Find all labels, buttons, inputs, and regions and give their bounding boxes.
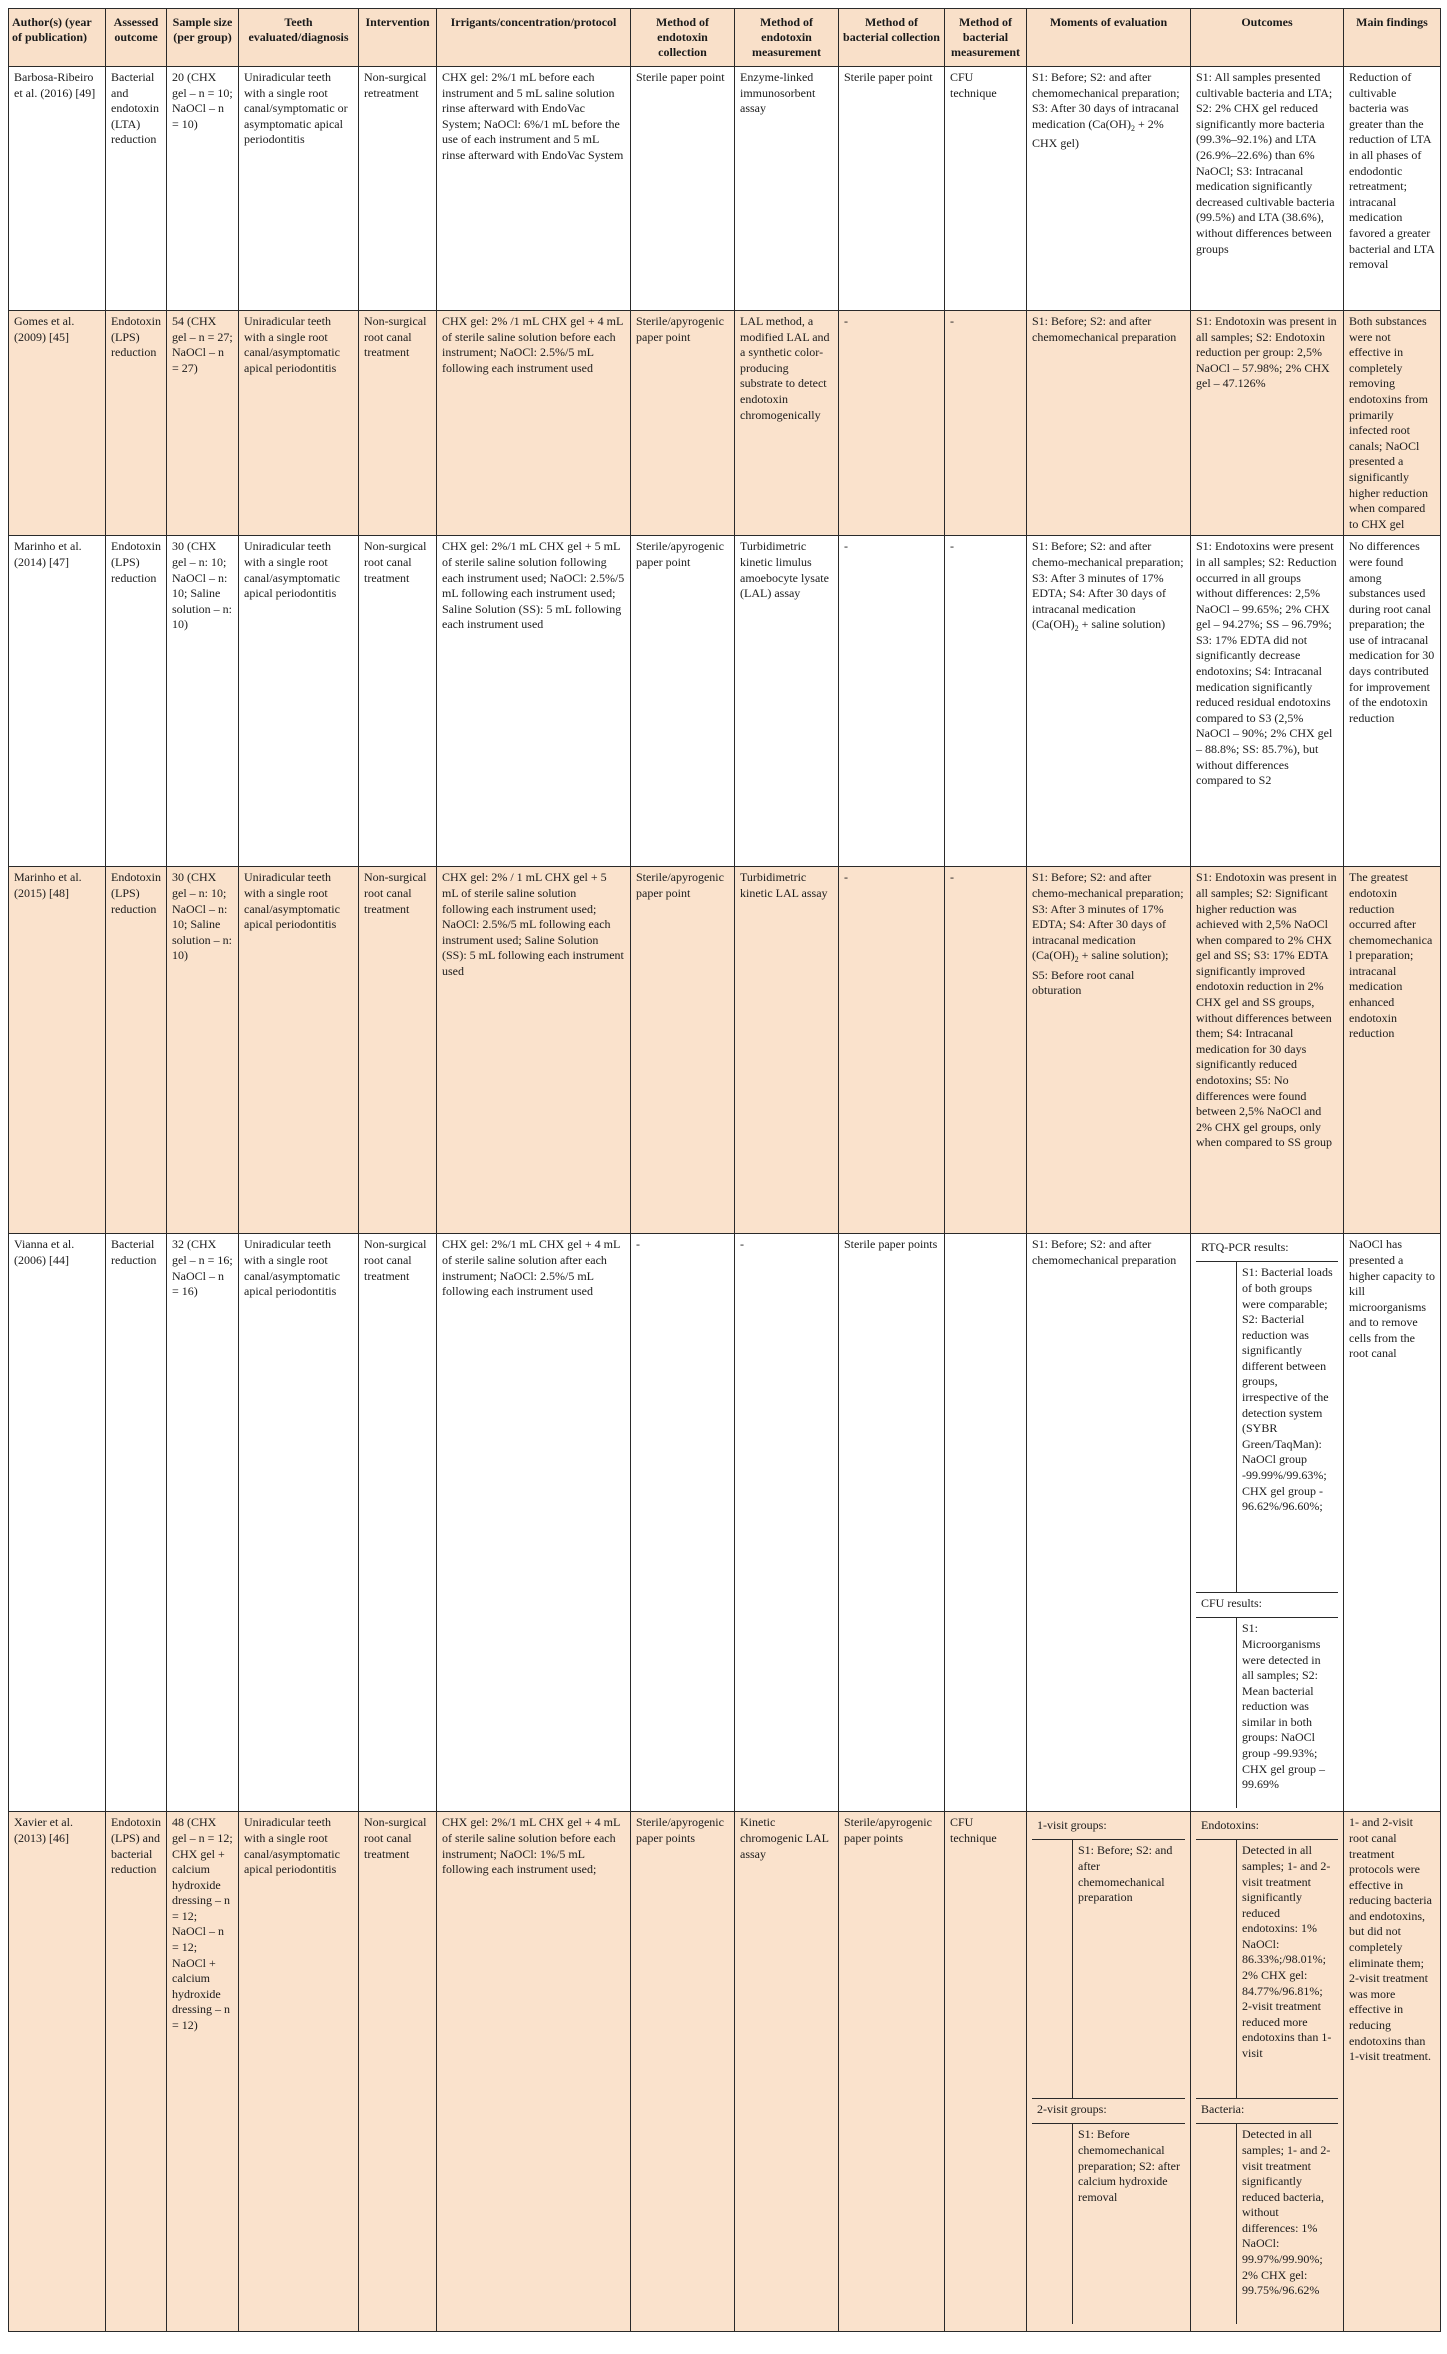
outcome-block-label: Endotoxins: — [1196, 1815, 1338, 1840]
cell-bacterial-collection: Sterile paper point — [839, 67, 945, 311]
cell-outcomes — [1191, 1812, 1344, 2332]
cell-moments: S1: Before; S2: and after chemomechanical preparation — [1027, 311, 1191, 536]
table-row — [9, 1234, 1441, 1812]
cell-intervention: Non-surgical root canal treatment — [359, 1234, 437, 1812]
cell-endotoxin-measurement: - — [735, 1234, 839, 1812]
cell-author: Barbosa-Ribeiro et al. (2016) [49] — [9, 67, 106, 311]
header-sample: Sample size (per group) — [167, 9, 239, 67]
header-bacterial-measurement: Method of bacterial measurement — [945, 9, 1027, 67]
indent-spacer — [1196, 1618, 1237, 1808]
cell-bacterial-measurement: CFU technique — [945, 1812, 1027, 2332]
header-author: Author(s) (year of publication) — [9, 9, 106, 67]
cell-author: Gomes et al. (2009) [45] — [9, 311, 106, 536]
cell-irrigants: CHX gel: 2%/1 mL CHX gel + 5 mL of sterile saline solution following each instrument used; NaOCl: 2.5%/5 mL following each instrument used; Saline Solution (SS): 5 mL following each instrument used — [437, 536, 631, 867]
moments-subscript: 2 — [1074, 955, 1079, 965]
outcome-block-text: Detected in all samples; 1- and 2-visit treatment significantly reduced bacteria, without differences: 1% NaOCl: 99.97%/99.90%; 2% CHX gel: 99.75%/96.62% — [1242, 2127, 1331, 2298]
cell-moments — [1027, 536, 1191, 867]
cell-intervention: Non-surgical root canal treatment — [359, 1812, 437, 2332]
indent-spacer — [1032, 1840, 1073, 2098]
cell-intervention: Non-surgical retreatment — [359, 67, 437, 311]
cell-bacterial-measurement: CFU technique — [945, 67, 1027, 311]
cell-irrigants: CHX gel: 2% / 1 mL CHX gel + 5 mL of sterile saline solution following each instrument used; NaOCl: 2.5%/5 mL following each instrument used; Saline Solution (SS): 5 mL following each instrument used — [437, 867, 631, 1234]
moments-block-2-visit — [1032, 2099, 1185, 2324]
moments-block-row — [1032, 1840, 1185, 2098]
outcome-block-row — [1196, 1840, 1338, 2098]
table-header-row — [9, 9, 1441, 67]
cell-outcome: Endotoxin (LPS) and bacterial reduction — [106, 1812, 167, 2332]
cell-endotoxin-collection: - — [631, 1234, 735, 1812]
cell-moments: S1: Before; S2: and after chemomechanical preparation — [1027, 1234, 1191, 1812]
outcome-block-row — [1196, 2124, 1338, 2324]
cell-moments — [1027, 1812, 1191, 2332]
header-moments: Moments of evaluation — [1027, 9, 1191, 67]
cell-outcomes: S1: Endotoxin was present in all samples; S2: Significant higher reduction was achieved with 2,5% NaOCl when compared to 2% CHX gel and SS; S3: 17% EDTA significantly improved endotoxin reduction in 2% CHX gel and SS groups, without differences between them; S4: Intracanal medication for 30 days significantly reduced endotoxins; S5: No differences were found between 2,5% NaOCl and 2% CHX gel groups, only when compared to SS group — [1191, 867, 1344, 1234]
cell-bacterial-measurement: - — [945, 311, 1027, 536]
outcome-block-text: Detected in all samples; 1- and 2-visit treatment significantly reduced endotoxins: 1% NaOCl: 86.33%;/98.01%; 2% CHX gel: 84.77%/96.81%; 2-visit treatment reduced more endotoxins than 1-visit — [1242, 1843, 1332, 2061]
moments-text-a: S1: Before; S2: and after chemo-mechanical preparation; S3: After 3 minutes of 17% EDTA; S4: After 30 days of intracanal medication (Ca(OH) — [1032, 539, 1184, 632]
cell-moments — [1027, 67, 1191, 311]
moments-block-1-visit — [1032, 1815, 1185, 2099]
cell-sample: 54 (CHX gel – n = 27; NaOCl – n = 27) — [167, 311, 239, 536]
cell-teeth: Uniradicular teeth with a single root canal/asymptomatic apical periodontitis — [239, 1234, 359, 1812]
outcome-block-row — [1196, 1262, 1338, 1592]
cell-bacterial-collection: - — [839, 536, 945, 867]
moments-text-a: S1: Before; S2: and after chemo-mechanical preparation; S3: After 3 minutes of 17% EDTA; S4: After 30 days of intracanal medication (Ca(OH) — [1032, 870, 1184, 963]
indent-spacer — [1196, 1262, 1237, 1592]
header-teeth: Teeth evaluated/diagnosis — [239, 9, 359, 67]
cell-author: Vianna et al. (2006) [44] — [9, 1234, 106, 1812]
study-comparison-table — [8, 8, 1441, 2332]
outcome-block-label: CFU results: — [1196, 1593, 1338, 1618]
moments-text-b: + saline solution) — [1078, 617, 1166, 632]
cell-teeth: Uniradicular teeth with a single root canal/asymptomatic apical periodontitis — [239, 867, 359, 1234]
cell-irrigants: CHX gel: 2%/1 mL before each instrument and 5 mL saline solution rinse afterward with EndoVac System; NaOCl: 6%/1 mL before the use of each instrument and 5 mL rinse afterward with EndoVac System — [437, 67, 631, 311]
cell-outcomes — [1191, 1234, 1344, 1812]
cell-sample: 32 (CHX gel – n = 16; NaOCl – n = 16) — [167, 1234, 239, 1812]
moments-block-label: 2-visit groups: — [1032, 2099, 1185, 2124]
cell-outcome: Endotoxin (LPS) reduction — [106, 867, 167, 1234]
cell-endotoxin-measurement: Turbidimetric kinetic limulus amoebocyte lysate (LAL) assay — [735, 536, 839, 867]
cell-findings: NaOCl has presented a higher capacity to kill microorganisms and to remove cells from the root canal — [1344, 1234, 1441, 1812]
header-endotoxin-measurement: Method of endotoxin measurement — [735, 9, 839, 67]
cell-irrigants: CHX gel: 2% /1 mL CHX gel + 4 mL of sterile saline solution before each instrument; NaOCl: 2.5%/5 mL following each instrument used — [437, 311, 631, 536]
indent-spacer — [1032, 2124, 1073, 2324]
cell-bacterial-measurement: - — [945, 867, 1027, 1234]
cell-bacterial-collection: Sterile/apyrogenic paper points — [839, 1812, 945, 2332]
cell-irrigants: CHX gel: 2%/1 mL CHX gel + 4 mL of sterile saline solution before each instrument; NaOCl: 1%/5 mL following each instrument used; — [437, 1812, 631, 2332]
cell-findings: No differences were found among substances used during root canal preparation; the use of intracanal medication for 30 days contributed for improvement of the endotoxin reduction — [1344, 536, 1441, 867]
moments-text-b: + 2% CHX gel) — [1032, 116, 1164, 151]
outcome-block-label: RTQ-PCR results: — [1196, 1237, 1338, 1262]
cell-outcome: Bacterial and endotoxin (LTA) reduction — [106, 67, 167, 311]
moments-block-text: S1: Before chemomechanical preparation; S2: after calcium hydroxide removal — [1078, 2127, 1180, 2204]
cell-bacterial-measurement — [945, 1234, 1027, 1812]
outcome-block-bacteria — [1196, 2099, 1338, 2324]
moments-text-a: S1: Before; S2: and after chemomechanical preparation; S3: After 30 days of intracanal medication (Ca(OH) — [1032, 70, 1180, 131]
cell-outcomes: S1: All samples presented cultivable bacteria and LTA; S2: 2% CHX gel reduced significantly more bacteria (99.3%–92.1%) and LTA (26.9%–22.6%) than 6% NaOCl; S3: Intracanal medication significantly decreased cultivable bacteria (99.5%) and LTA (38.6%), without differences between groups — [1191, 67, 1344, 311]
cell-findings: Reduction of cultivable bacteria was greater than the reduction of LTA in all phases of endodontic retreatment; intracanal medication favored a greater bacterial and LTA removal — [1344, 67, 1441, 311]
cell-endotoxin-collection: Sterile/apyrogenic paper point — [631, 536, 735, 867]
cell-bacterial-collection: - — [839, 311, 945, 536]
outcome-block-text: S1: Bacterial loads of both groups were comparable; S2: Bacterial reduction was significantly different between groups, irrespective of the detection system (SYBR Green/TaqMan): NaOCl group -99.99%/99.63%; CHX gel group - 96.62%/96.60%; — [1242, 1265, 1333, 1514]
outcome-block-endotoxins — [1196, 1815, 1338, 2099]
table-row — [9, 311, 1441, 536]
outcome-block-row — [1196, 1618, 1338, 1808]
cell-findings: The greatest endotoxin reduction occurred after chemomechanical preparation; intracanal medication enhanced endotoxin reduction — [1344, 867, 1441, 1234]
table-row — [9, 536, 1441, 867]
table-row — [9, 867, 1441, 1234]
indent-spacer — [1196, 1840, 1237, 2098]
cell-endotoxin-measurement: LAL method, a modified LAL and a synthetic color-producing substrate to detect endotoxin chromogenically — [735, 311, 839, 536]
cell-irrigants: CHX gel: 2%/1 mL CHX gel + 4 mL of sterile saline solution after each instrument; NaOCl: 2.5%/5 mL following each instrument used — [437, 1234, 631, 1812]
cell-sample: 30 (CHX gel – n: 10; NaOCl – n: 10; Saline solution – n: 10) — [167, 867, 239, 1234]
outcome-block-rtq-pcr — [1196, 1237, 1338, 1593]
cell-sample: 30 (CHX gel – n: 10; NaOCl – n: 10; Saline solution – n: 10) — [167, 536, 239, 867]
header-outcomes: Outcomes — [1191, 9, 1344, 67]
cell-endotoxin-collection: Sterile/apyrogenic paper point — [631, 867, 735, 1234]
cell-teeth: Uniradicular teeth with a single root canal/asymptomatic apical periodontitis — [239, 536, 359, 867]
cell-intervention: Non-surgical root canal treatment — [359, 536, 437, 867]
moments-subscript: 2 — [1130, 123, 1135, 133]
cell-endotoxin-measurement: Turbidimetric kinetic LAL assay — [735, 867, 839, 1234]
cell-findings: 1- and 2-visit root canal treatment protocols were effective in reducing bacteria and endotoxins, but did not completely eliminate them; 2-visit treatment was more effective in reducing endotoxins than 1-visit treatment. — [1344, 1812, 1441, 2332]
cell-outcome: Endotoxin (LPS) reduction — [106, 311, 167, 536]
cell-sample: 20 (CHX gel – n = 10; NaOCl – n = 10) — [167, 67, 239, 311]
cell-sample: 48 (CHX gel – n = 12; CHX gel + calcium hydroxide dressing – n = 12; NaOCl – n = 12; NaOCl + calcium hydroxide dressing – n = 12) — [167, 1812, 239, 2332]
cell-endotoxin-collection: Sterile paper point — [631, 67, 735, 311]
cell-bacterial-collection: Sterile paper points — [839, 1234, 945, 1812]
header-bacterial-collection: Method of bacterial collection — [839, 9, 945, 67]
cell-intervention: Non-surgical root canal treatment — [359, 311, 437, 536]
header-intervention: Intervention — [359, 9, 437, 67]
cell-author: Marinho et al. (2014) [47] — [9, 536, 106, 867]
cell-outcomes: S1: Endotoxin was present in all samples; S2: Endotoxin reduction per group: 2,5% NaOCl – 57.98%; 2% CHX gel – 47.126% — [1191, 311, 1344, 536]
cell-author: Xavier et al. (2013) [46] — [9, 1812, 106, 2332]
cell-bacterial-collection: - — [839, 867, 945, 1234]
cell-endotoxin-collection: Sterile/apyrogenic paper point — [631, 311, 735, 536]
cell-findings: Both substances were not effective in completely removing endotoxins from primarily infected root canals; NaOCl presented a significantly higher reduction when compared to CHX gel — [1344, 311, 1441, 536]
cell-author: Marinho et al. (2015) [48] — [9, 867, 106, 1234]
header-endotoxin-collection: Method of endotoxin collection — [631, 9, 735, 67]
outcome-block-text: S1: Microorganisms were detected in all samples; S2: Mean bacterial reduction was similar in both groups: NaOCl group -99.93%; CHX gel group – 99.69% — [1242, 1621, 1325, 1792]
header-irrigants: Irrigants/concentration/protocol — [437, 9, 631, 67]
cell-endotoxin-measurement: Kinetic chromogenic LAL assay — [735, 1812, 839, 2332]
moments-block-text: S1: Before; S2: and after chemomechanical preparation — [1078, 1843, 1173, 1905]
cell-outcome: Endotoxin (LPS) reduction — [106, 536, 167, 867]
indent-spacer — [1196, 2124, 1237, 2324]
cell-outcome: Bacterial reduction — [106, 1234, 167, 1812]
cell-teeth: Uniradicular teeth with a single root canal/asymptomatic apical periodontitis — [239, 311, 359, 536]
moments-block-label: 1-visit groups: — [1032, 1815, 1185, 1840]
cell-endotoxin-measurement: Enzyme-linked immunosorbent assay — [735, 67, 839, 311]
moments-block-row — [1032, 2124, 1185, 2324]
outcome-block-label: Bacteria: — [1196, 2099, 1338, 2124]
cell-teeth: Uniradicular teeth with a single root canal/asymptomatic apical periodontitis — [239, 1812, 359, 2332]
cell-bacterial-measurement: - — [945, 536, 1027, 867]
cell-endotoxin-collection: Sterile/apyrogenic paper points — [631, 1812, 735, 2332]
study-table-container — [8, 8, 1440, 2332]
header-outcome: Assessed outcome — [106, 9, 167, 67]
outcome-block-cfu — [1196, 1593, 1338, 1808]
cell-moments — [1027, 867, 1191, 1234]
cell-outcomes: S1: Endotoxins were present in all samples; S2: Reduction occurred in all groups without differences: 2,5% NaOCl – 99.65%; 2% CHX gel – 94.27%; SS – 96.79%; S3: 17% EDTA did not significantly decrease endotoxins; S4: Intracanal medication significantly reduced residual endotoxins compared to S3 (2,5% NaOCl – 90%; 2% CHX gel – 88.8%; SS: 85.7%), but without differences compared to S2 — [1191, 536, 1344, 867]
header-findings: Main findings — [1344, 9, 1441, 67]
moments-text-b: + saline solution); S5: Before root canal obturation — [1032, 948, 1169, 998]
table-row — [9, 67, 1441, 311]
cell-intervention: Non-surgical root canal treatment — [359, 867, 437, 1234]
table-row — [9, 1812, 1441, 2332]
moments-subscript: 2 — [1074, 624, 1079, 634]
cell-teeth: Uniradicular teeth with a single root canal/symptomatic or asymptomatic apical periodontitis — [239, 67, 359, 311]
